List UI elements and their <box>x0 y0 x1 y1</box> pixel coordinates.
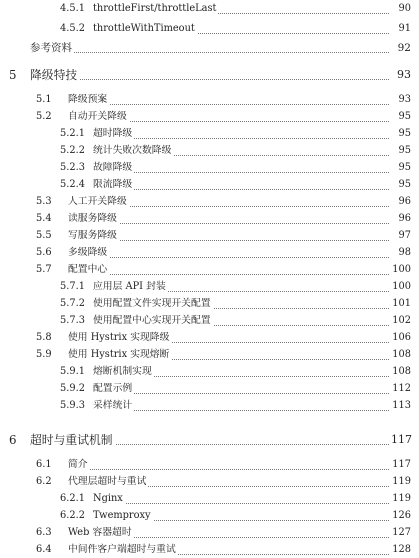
toc-entry <box>0 1 419 17</box>
entry-title: 使用 Hystrix 实现熔断 <box>68 347 171 363</box>
entry-page: 93 <box>397 68 411 81</box>
entry-title: 人工开关降级 <box>68 194 129 210</box>
entry-title: 配置示例 <box>93 381 134 397</box>
entry-title: 多级降级 <box>68 245 109 261</box>
entry-number: 6.3 <box>36 527 52 538</box>
entry-number: 5.9.1 <box>60 366 85 377</box>
entry-title: 参考资料 <box>30 42 72 54</box>
toc-entry <box>0 143 419 159</box>
entry-title: 使用配置中心实现开关配置 <box>93 313 213 329</box>
chapter-title: 超时与重试机制 <box>30 433 113 447</box>
entry-title: Twemproxy <box>93 508 153 524</box>
leader-dots <box>68 469 389 470</box>
toc-entry <box>0 279 419 295</box>
entry-number: 5.6 <box>36 247 52 258</box>
entry-page: 119 <box>392 493 411 504</box>
chapter-number: 5 <box>9 68 17 82</box>
chapter-number: 6 <box>9 433 17 447</box>
entry-page: 95 <box>398 111 411 122</box>
leader-dots <box>93 172 389 173</box>
entry-page: 101 <box>392 298 411 309</box>
entry-title: throttleWithTimeout <box>93 21 197 37</box>
entry-number: 5.2.3 <box>60 162 85 173</box>
entry-title: 熔断机制实现 <box>93 364 154 380</box>
entry-page: 100 <box>392 264 411 275</box>
leader-dots <box>30 79 389 80</box>
toc-entry <box>0 525 419 541</box>
entry-number: 6.1 <box>36 459 52 470</box>
toc-entry <box>0 542 419 558</box>
entry-page: 95 <box>398 145 411 156</box>
entry-number: 5.2.4 <box>60 179 85 190</box>
entry-title: 代理层超时与重试 <box>68 474 148 490</box>
entry-number: 5.8 <box>36 332 52 343</box>
leader-dots <box>68 104 389 105</box>
entry-title: Nginx <box>93 491 125 507</box>
toc-entry <box>0 296 419 312</box>
entry-title: 使用 Hystrix 实现降级 <box>68 330 171 346</box>
entry-page: 100 <box>392 281 411 292</box>
toc-entry <box>0 313 419 329</box>
entry-page: 95 <box>398 128 411 139</box>
entry-page: 92 <box>397 42 411 54</box>
entry-title: 中间件客户端超时与重试 <box>68 542 178 558</box>
entry-number: 5.5 <box>36 230 52 241</box>
leader-dots <box>93 138 389 139</box>
entry-number: 5.2.1 <box>60 128 85 139</box>
entry-title: 降级预案 <box>68 92 109 108</box>
entry-title: 使用配置文件实现开关配置 <box>93 296 213 312</box>
entry-number: 5.9 <box>36 349 52 360</box>
toc-chapter <box>0 67 419 83</box>
entry-title: 自动开关降级 <box>68 109 129 125</box>
entry-page: 112 <box>392 383 411 394</box>
entry-title: 采样统计 <box>93 398 134 414</box>
toc-entry <box>0 457 419 473</box>
toc-entry <box>0 262 419 278</box>
toc-entry <box>0 491 419 507</box>
toc-entry <box>0 109 419 125</box>
entry-number: 4.5.2 <box>60 23 85 34</box>
entry-page: 113 <box>392 400 411 411</box>
entry-page: 102 <box>392 315 411 326</box>
entry-page: 93 <box>398 94 411 105</box>
toc-entry <box>0 398 419 414</box>
entry-number: 5.7.3 <box>60 315 85 326</box>
toc-entry <box>0 160 419 176</box>
entry-title: 简介 <box>68 457 90 473</box>
toc-entry <box>0 508 419 524</box>
toc-entry <box>0 330 419 346</box>
entry-title: 故障降级 <box>93 160 134 176</box>
entry-number: 5.2 <box>36 111 52 122</box>
entry-title: 应用层 API 封装 <box>93 279 168 295</box>
toc-entry <box>0 40 419 56</box>
entry-page: 126 <box>392 510 411 521</box>
entry-number: 5.3 <box>36 196 52 207</box>
entry-number: 5.7.1 <box>60 281 85 292</box>
entry-page: 97 <box>398 230 411 241</box>
entry-page: 108 <box>392 366 411 377</box>
entry-page: 128 <box>392 544 411 555</box>
entry-page: 91 <box>398 23 411 34</box>
toc-entry <box>0 92 419 108</box>
entry-page: 108 <box>392 349 411 360</box>
entry-title: 超时降级 <box>93 126 134 142</box>
entry-number: 4.5.1 <box>60 3 85 14</box>
entry-number: 5.9.2 <box>60 383 85 394</box>
toc-entry <box>0 364 419 380</box>
entry-page: 96 <box>398 196 411 207</box>
entry-title: 写服务降级 <box>68 228 119 244</box>
leader-dots <box>30 52 389 53</box>
entry-number: 5.9.3 <box>60 400 85 411</box>
leader-dots <box>93 503 389 504</box>
entry-page: 127 <box>392 527 411 538</box>
entry-page: 98 <box>398 247 411 258</box>
entry-number: 6.2.1 <box>60 493 85 504</box>
chapter-title: 降级特技 <box>30 68 78 82</box>
entry-page: 95 <box>398 179 411 190</box>
leader-dots <box>93 189 389 190</box>
entry-number: 6.2.2 <box>60 510 85 521</box>
entry-page: 96 <box>398 213 411 224</box>
entry-page: 106 <box>392 332 411 343</box>
toc-chapter <box>0 432 419 448</box>
entry-page: 90 <box>398 3 411 14</box>
entry-title: 配置中心 <box>68 262 109 278</box>
entry-number: 6.4 <box>36 544 52 555</box>
leader-dots <box>93 393 389 394</box>
entry-page: 95 <box>398 162 411 173</box>
toc-entry <box>0 381 419 397</box>
entry-page: 117 <box>392 459 411 470</box>
toc-entry <box>0 245 419 261</box>
entry-title: Web 容器超时 <box>68 525 134 541</box>
leader-dots <box>68 257 389 258</box>
entry-number: 5.1 <box>36 94 52 105</box>
leader-dots <box>93 410 389 411</box>
entry-number: 6.2 <box>36 476 52 487</box>
entry-number: 5.7 <box>36 264 52 275</box>
toc-entry <box>0 194 419 210</box>
toc-entry <box>0 347 419 363</box>
entry-title: throttleFirst/throttleLast <box>93 1 218 17</box>
toc-entry <box>0 126 419 142</box>
toc-entry <box>0 21 419 37</box>
leader-dots <box>68 274 389 275</box>
toc-entry <box>0 211 419 227</box>
entry-title: 限流降级 <box>93 177 134 193</box>
entry-page: 119 <box>392 476 411 487</box>
entry-title: 统计失败次数降级 <box>93 143 173 159</box>
entry-title: 读服务降级 <box>68 211 119 227</box>
entry-number: 5.4 <box>36 213 52 224</box>
entry-number: 5.7.2 <box>60 298 85 309</box>
toc-entry <box>0 228 419 244</box>
toc-entry <box>0 177 419 193</box>
entry-number: 5.2.2 <box>60 145 85 156</box>
toc-entry <box>0 474 419 490</box>
entry-page: 117 <box>391 433 412 446</box>
